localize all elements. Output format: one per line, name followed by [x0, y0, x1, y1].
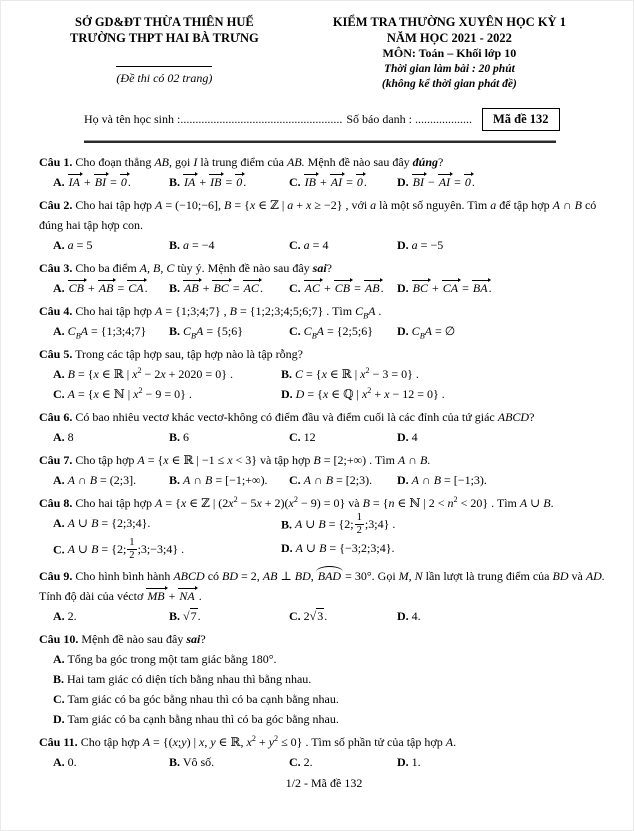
option-label: C.: [289, 755, 301, 770]
option: [169, 235, 289, 255]
option-label: A.: [53, 237, 65, 252]
option-text: IA + BI = 0.: [68, 174, 131, 189]
options: [53, 364, 609, 404]
option: [169, 278, 289, 298]
question-text: Câu 6. Có bao nhiêu vectơ khác vectơ-không có điểm đầu và điểm cuối là các đỉnh của tứ giác ABCD?: [39, 409, 535, 424]
option-label: C.: [289, 609, 301, 624]
option-text: a = 5: [67, 237, 93, 252]
option-label: B.: [53, 672, 65, 687]
option-text: 2√3.: [303, 609, 328, 624]
question-text: Câu 1. Cho đoạn thẳng AB, gọi I là trung điểm của AB. Mệnh đề nào sau đây đúng?: [39, 154, 444, 169]
option-text: 2.: [303, 755, 313, 770]
option-text: D = {x ∈ ℚ | $x^2 + x - 12 = 0$} .: [295, 385, 445, 401]
option-text: A ∪ B = {−3;2;3;4}.: [295, 541, 395, 555]
option-text: A ∩ B = [2;3).: [303, 472, 373, 487]
student-info-row: [84, 108, 609, 131]
student-name-line: Họ và tên học sinh :......................................................: [84, 111, 343, 126]
option-label: A.: [53, 515, 65, 530]
option: [169, 470, 289, 490]
option-label: B.: [169, 237, 181, 252]
option: [53, 470, 169, 490]
option-label: B.: [281, 517, 293, 532]
question: [39, 629, 609, 729]
options: [53, 513, 609, 564]
option-label: A.: [53, 472, 65, 487]
option-label: B.: [169, 280, 181, 295]
option-text: $C_BA$ = {2;5;6}: [303, 323, 373, 341]
option-text: 4: [411, 429, 418, 444]
option: [53, 538, 281, 563]
option-label: D.: [397, 323, 409, 338]
option: [169, 427, 289, 447]
question: [39, 450, 609, 490]
options: [53, 649, 609, 729]
question: [39, 152, 609, 192]
option: [53, 606, 169, 626]
option-text: a = −4: [183, 237, 215, 252]
options: [53, 321, 609, 341]
option-label: A.: [53, 280, 65, 295]
option-text: Tam giác có ba cạnh bằng nhau thì có ba góc bằng nhau.: [67, 712, 339, 727]
options: [53, 427, 609, 447]
option-text: IA + IB = 0.: [184, 174, 247, 189]
question: [39, 258, 609, 298]
option-label: B.: [169, 472, 181, 487]
option: [281, 384, 609, 404]
option-label: B.: [169, 609, 181, 624]
option-label: B.: [169, 323, 181, 338]
options: [53, 752, 609, 772]
option-text: A ∩ B = (2;3].: [67, 472, 137, 487]
option: [397, 606, 609, 626]
option: [397, 752, 609, 772]
option: [397, 321, 609, 341]
option: [397, 172, 609, 192]
options: [53, 278, 609, 298]
option: [289, 321, 397, 341]
option: [281, 364, 609, 384]
issuer-divider: [116, 66, 212, 67]
page-indicator: 1/2 - Mã đề 132: [285, 776, 363, 791]
option-text: AC + CB = AB.: [304, 280, 384, 295]
option-text: A ∪ B = {2; $\frac{1}{2}$ ;3;4} .: [295, 511, 396, 536]
option: [289, 752, 397, 772]
option: [289, 427, 397, 447]
option-label: C.: [289, 472, 301, 487]
options: [53, 172, 609, 192]
issuer-department: SỞ GD&ĐT THỪA THIÊN HUẾ: [75, 15, 254, 29]
option: [53, 278, 169, 298]
option: [289, 470, 397, 490]
option-label: A.: [53, 323, 65, 338]
question-text: Câu 5. Trong các tập hợp sau, tập hợp nào là tập rỗng?: [39, 346, 303, 361]
exam-code: Mã đề 132: [493, 111, 549, 126]
option-label: A.: [53, 174, 65, 189]
option-text: 6: [183, 429, 190, 444]
issuer-school: TRƯỜNG THPT HAI BÀ TRƯNG: [70, 30, 259, 45]
option: [53, 752, 169, 772]
option-label: D.: [397, 429, 409, 444]
option-text: CB + AB = CA.: [68, 280, 148, 295]
option: [281, 513, 609, 538]
option-label: B.: [169, 174, 181, 189]
option-text: 4.: [411, 609, 421, 624]
option: [53, 513, 281, 538]
option-text: A ∪ B = {2;3;4}.: [67, 515, 151, 530]
option-label: A.: [53, 429, 65, 444]
option-label: C.: [289, 429, 301, 444]
option-label: C.: [289, 323, 301, 338]
option-text: Hai tam giác có diện tích bằng nhau thì bằng nhau.: [67, 672, 312, 687]
option: [289, 606, 397, 626]
option-label: C.: [53, 542, 65, 557]
exam-code-box: [482, 108, 560, 131]
option: [289, 278, 397, 298]
option-label: B.: [169, 755, 181, 770]
option-text: A ∩ B = [−1;+∞).: [183, 472, 268, 487]
option: [53, 384, 281, 404]
option-text: 1.: [411, 755, 421, 770]
option-text: √7.: [183, 609, 201, 624]
option-text: a = −5: [411, 237, 444, 252]
option: [53, 709, 609, 729]
option-text: A ∩ B = [−1;3).: [411, 472, 487, 487]
question-text: Câu 9. Cho hình bình hành ABCD có BD = 2, AB ⊥ BD, BAD = 30°. Gọi M, N lần lượt là trung điểm của BD và AD. Tính độ dài của véctơ MB + NA .: [39, 569, 605, 604]
question: [39, 344, 609, 404]
option: [53, 321, 169, 341]
question-text: Câu 3. Cho ba điểm A, B, C tùy ý. Mệnh đề nào sau đây sai?: [39, 260, 332, 275]
question-text: Câu 2. Cho hai tập hợp A = (−10;−6], B = {x ∈ ℤ | a + x ≥ −2} , với a là một số nguyên. Tìm a để tập hợp A ∩ B có đúng hai tập hợp con.: [39, 197, 597, 232]
option: [169, 752, 289, 772]
duration-line: Thời gian làm bài : 20 phút: [384, 62, 515, 75]
issuer-block: [39, 15, 290, 92]
question: [39, 732, 609, 772]
page-footer: [39, 776, 609, 791]
question: [39, 407, 609, 447]
option-text: $C_BA$ = {1;3;4;7}: [67, 323, 147, 341]
option: [53, 689, 609, 709]
duration-note: (không kể thời gian phát đề): [381, 77, 517, 90]
question: [39, 493, 609, 564]
option-label: D.: [397, 174, 409, 189]
option-text: 12: [303, 429, 316, 444]
option-label: D.: [397, 237, 409, 252]
exam-title-block: [290, 15, 609, 92]
question: [39, 195, 609, 255]
option-label: B.: [281, 366, 293, 381]
option: [281, 538, 609, 563]
question-text: Câu 8. Cho hai tập hợp A = {x ∈ ℤ | $(2x^2 - 5x + 2)(x^2 - 9) = 0$} và B = {n ∈ ℕ | $2 < n^2 < 20$} . Tìm A ∪ B.: [39, 494, 554, 510]
option: [53, 669, 609, 689]
option: [397, 427, 609, 447]
option-text: AB + BC = AC.: [184, 280, 263, 295]
question-text: Câu 11. Cho tập hợp A = {(x;y) | x, y ∈ ℝ, $x^2 + y^2 \le 0$} . Tìm số phần tử của tập hợp A.: [39, 734, 457, 750]
option: [53, 427, 169, 447]
option: [289, 172, 397, 192]
option: [397, 278, 609, 298]
option-label: C.: [53, 386, 65, 401]
option-label: A.: [53, 366, 65, 381]
option-label: D.: [281, 541, 293, 555]
question-text: Câu 10. Mệnh đề nào sau đây sai?: [39, 632, 206, 647]
candidate-number-line: Số báo danh : ...................: [346, 111, 472, 126]
option: [397, 470, 609, 490]
option: [289, 235, 397, 255]
exam-header: [39, 15, 609, 92]
options: [53, 606, 609, 626]
option-text: $C_BA$ = {5;6}: [183, 323, 243, 341]
option-label: D.: [397, 472, 409, 487]
exam-title: KIỂM TRA THƯỜNG XUYÊN HỌC KỲ 1: [332, 15, 566, 29]
question-text: Câu 7. Cho tập hợp A = {x ∈ ℝ | −1 ≤ x < 3} và tập hợp B = [2;+∞) . Tìm A ∩ B.: [39, 452, 431, 467]
option-label: D.: [53, 712, 65, 727]
option-text: BC + CA = BA.: [412, 280, 492, 295]
option-text: B = {x ∈ ℝ | $x^2 - 2x + 2020 = 0$} .: [67, 365, 233, 381]
option-text: A ∪ B = {2; $\frac{1}{2}$ ;3;−3;4} .: [67, 537, 185, 562]
option: [53, 235, 169, 255]
option-text: Tam giác có ba góc bằng nhau thì có ba cạnh bằng nhau.: [67, 692, 339, 707]
page-count-note: (Đề thi có 02 trang): [116, 71, 213, 86]
option-text: $C_BA$ = ∅: [411, 323, 456, 341]
option: [53, 649, 609, 669]
option: [169, 172, 289, 192]
option-label: D.: [281, 386, 293, 401]
question: [39, 566, 609, 626]
option-label: A.: [53, 609, 65, 624]
option-label: A.: [53, 755, 65, 770]
option-label: D.: [397, 755, 409, 770]
option-label: C.: [289, 174, 301, 189]
option-text: Vô số.: [182, 755, 215, 770]
option: [169, 321, 289, 341]
option-text: BI − AI = 0.: [412, 174, 475, 189]
option-label: C.: [289, 237, 301, 252]
option-label: D.: [397, 609, 409, 624]
option-label: C.: [53, 692, 65, 707]
option-label: C.: [289, 280, 301, 295]
options: [53, 235, 609, 255]
option-label: A.: [53, 652, 65, 667]
option-text: C = {x ∈ ℝ | $x^2 - 3 = 0$} .: [295, 365, 419, 381]
option: [169, 606, 289, 626]
option-text: A = {x ∈ ℕ | $x^2 - 9 = 0$} .: [67, 385, 192, 401]
option: [53, 364, 281, 384]
header-divider: [84, 140, 556, 143]
questions: [39, 152, 609, 773]
school-year: NĂM HỌC 2021 - 2022: [386, 30, 512, 45]
question: [39, 301, 609, 341]
option-text: Tổng ba góc trong một tam giác bằng 180°.: [67, 652, 277, 667]
exam-page: [1, 1, 633, 791]
option-label: D.: [397, 280, 409, 295]
option: [53, 172, 169, 192]
option-text: IB + AI = 0.: [304, 174, 367, 189]
question-text: Câu 4. Cho hai tập hợp A = {1;3;4;7} , B = {1;2;3;4;5;6;7} . Tìm $C_BA$ .: [39, 303, 382, 321]
subject-line: MÔN: Toán – Khối lớp 10: [382, 46, 517, 61]
option-text: 8: [67, 429, 74, 444]
option-text: 2.: [67, 609, 77, 624]
option-text: a = 4: [303, 237, 329, 252]
option-label: B.: [169, 429, 181, 444]
option: [397, 235, 609, 255]
option-text: 0.: [67, 755, 77, 770]
options: [53, 470, 609, 490]
